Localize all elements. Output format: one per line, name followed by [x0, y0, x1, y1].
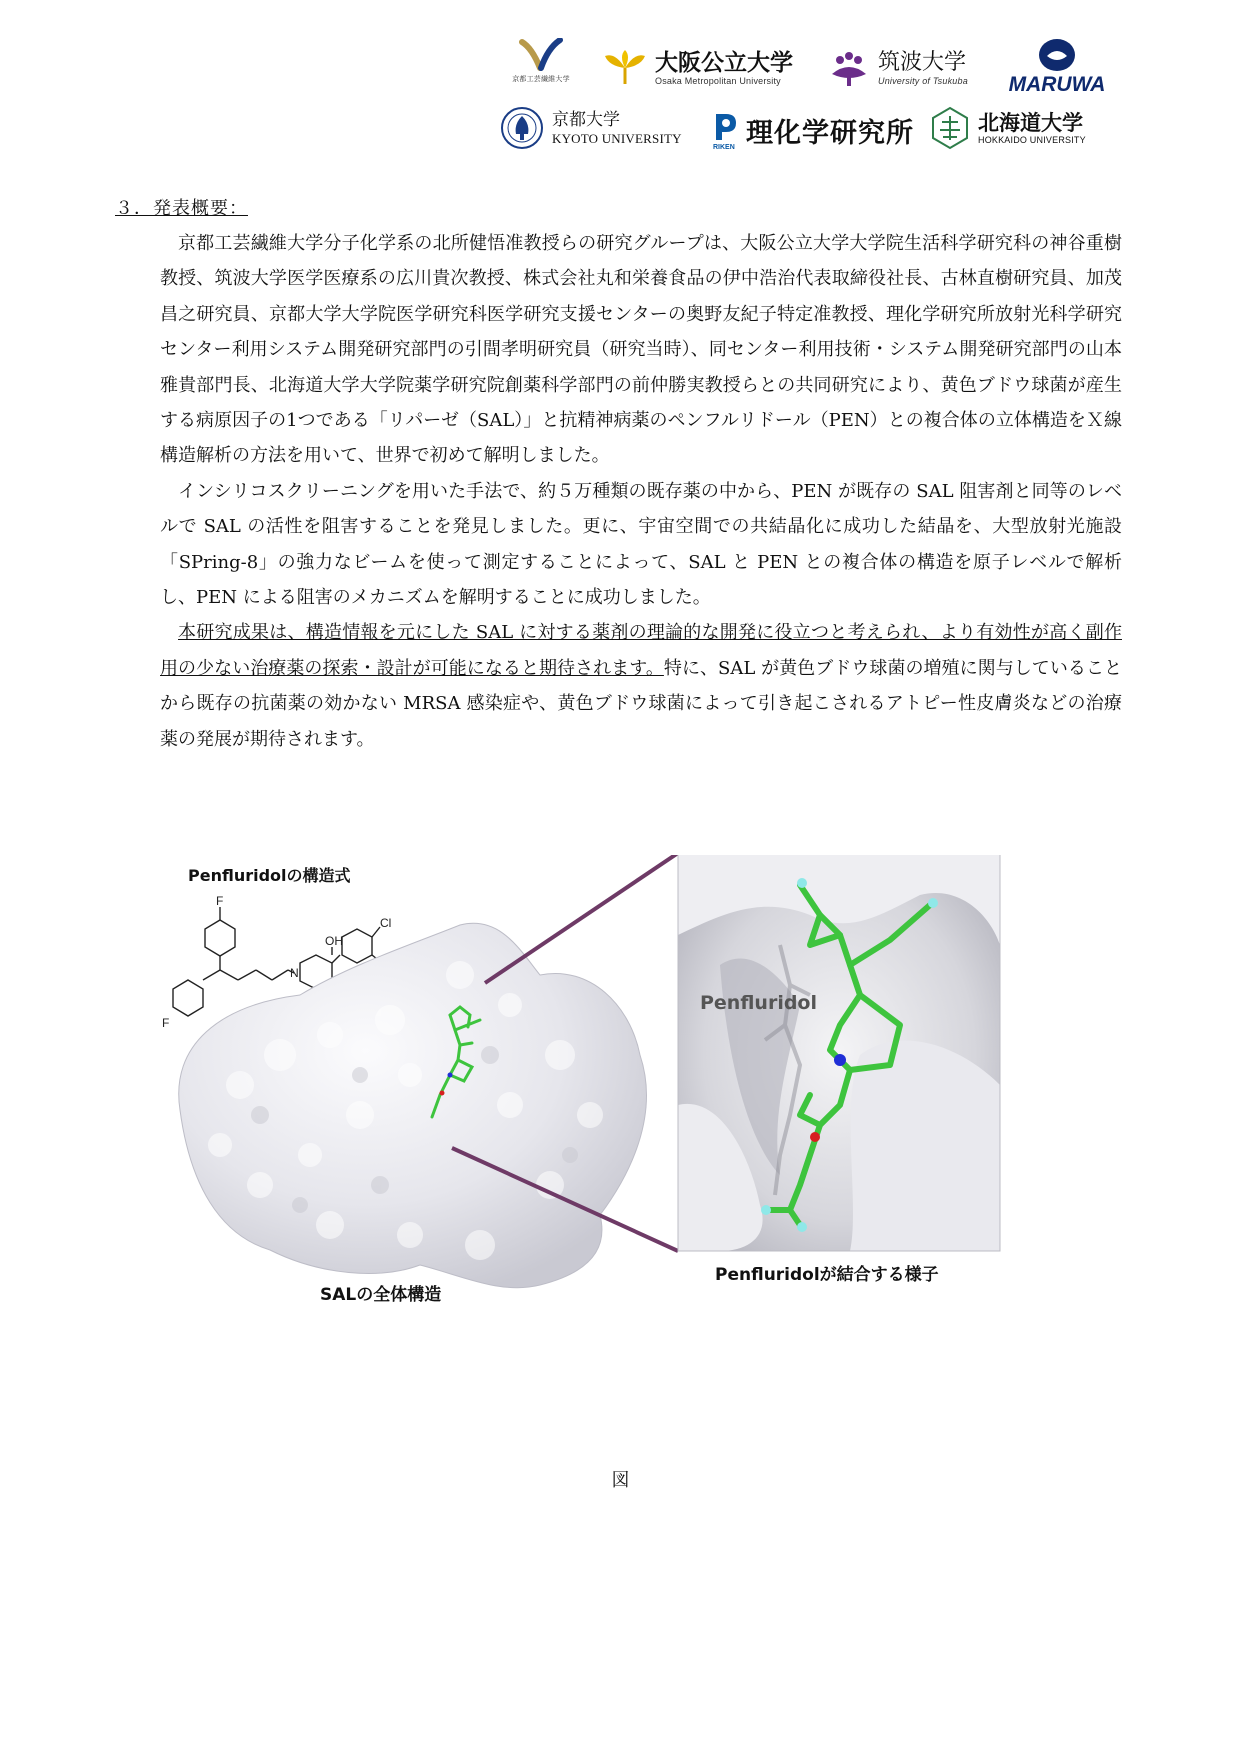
hokudai-english: HOKKAIDO UNIVERSITY — [978, 135, 1086, 145]
atom-label-nitrogen: N — [290, 966, 299, 980]
ginkgo-icon — [603, 50, 647, 86]
sal-overall-surface — [179, 923, 647, 1287]
omu-english: Osaka Metropolitan University — [655, 76, 781, 86]
kit-logo — [500, 38, 582, 94]
paragraph-1: 京都工芸繊維大学分子化学系の北所健悟准教授らの研究グループは、大阪公立大学大学院生活科学研究科の神谷重樹教授、筑波大学医学医療系の広川貴次教授、株式会社丸和栄養食品の伊中浩治代表取締役社長、古林直樹研究員、加茂昌之研究員、京都大学大学院医学研究科医学研究支援センターの奥野友紀子特定准教授、理化学研究所放射光科学研究センター利用システム開発研究部門の引間孝明研究員（研究当時）、同センター利用技術・システム開発研究部門の山本雅貴部門長、北海道大学大学院薬学研究院創薬科学部門の前仲勝実教授らとの共同研究により、黄色ブドウ球菌が産生する病原因子の1つである「リパーゼ（SAL）」と抗精神病薬のペンフルリドール（PEN）との複合体の立体構造をＸ線構造解析の方法を用いて、世界で初めて解明しました。 — [160, 233, 1122, 467]
riken-name: 理化学研究所 — [746, 117, 914, 149]
kyoto-name: 京都大学 — [552, 110, 620, 130]
riken-mark-icon — [712, 110, 738, 150]
riken-logo — [712, 110, 914, 150]
omu-logo — [603, 50, 793, 86]
paragraph-3-rest: 特に、SAL が黄色ブドウ球菌の増殖に関与していることから既存の抗菌薬の効かない MRSA 感染症や、黄色ブドウ球菌によって引き起こされるアトピー性皮膚炎などの治療薬の発展が期待されます。 — [160, 657, 1122, 750]
kyoto-emblem-icon — [500, 106, 544, 150]
structure-formula-title: Penfluridolの構造式 — [188, 866, 351, 885]
figure — [160, 855, 1130, 1445]
hokudai-emblem-icon — [930, 106, 970, 150]
paragraph-3-underlined: 本研究成果は、構造情報を元にした SAL に対する薬剤の理論的な開発に役立つと考えられ、より有効性が高く副作用の少ない治療薬の探索・設計が可能になると期待されます。 — [160, 622, 1122, 679]
tsukuba-english: University of Tsukuba — [878, 76, 968, 86]
atom-label-chlorine: Cl — [380, 916, 392, 930]
zoom-line-top — [485, 855, 678, 983]
tsukuba-name: 筑波大学 — [878, 50, 967, 75]
figure-caption: 図 — [611, 1470, 630, 1491]
riken-mark-text: RIKEN — [713, 144, 735, 150]
institution-logos — [490, 38, 1130, 158]
binding-pocket-view — [678, 855, 1000, 1251]
kyoto-english: KYOTO UNIVERSITY — [552, 131, 682, 146]
summary-body — [160, 226, 1122, 757]
atom-label-fluorine-top: F — [216, 894, 224, 908]
binding-view-label: Penfluridolが結合する様子 — [715, 1265, 939, 1285]
hokudai-name: 北海道大学 — [978, 111, 1083, 135]
paragraph-2: インシリコスクリーニングを用いた手法で、約５万種類の既存薬の中から、PEN が既存の SAL 阻害剤と同等のレベルで SAL の活性を阻害することを発見しました。更に、宇宙空間での共結晶化に成功した結晶を、大型放射光施設「SPring-8」の強力なビームを使って測定することによって、SAL と PEN との複合体の構造を原子レベルで解析し、PEN による阻害のメカニズムを解明することに成功しました。 — [160, 480, 1122, 609]
paragraph-3 — [160, 615, 1122, 757]
ligand-label: Penfluridol — [700, 992, 817, 1014]
atom-label-fluorine-bottom: F — [162, 1016, 170, 1030]
kyoto-logo — [500, 106, 682, 150]
atom-label-hydroxyl: OH — [325, 934, 343, 948]
overall-structure-label: SALの全体構造 — [320, 1285, 442, 1305]
paulownia-crest-icon — [828, 48, 870, 88]
kit-label: 京都工芸繊維大学 — [512, 76, 570, 83]
kit-emblem-icon — [518, 38, 564, 72]
maruwa-name: MARUWA — [1008, 73, 1106, 96]
maruwa-emblem-icon — [1037, 38, 1077, 72]
figure-graphics — [160, 855, 1130, 1445]
maruwa-logo — [1002, 38, 1112, 97]
omu-name: 大阪公立大学 — [655, 50, 793, 76]
hokudai-logo — [930, 106, 1086, 150]
tsukuba-logo — [828, 48, 968, 88]
section-heading: ３．発表概要： — [115, 198, 248, 219]
